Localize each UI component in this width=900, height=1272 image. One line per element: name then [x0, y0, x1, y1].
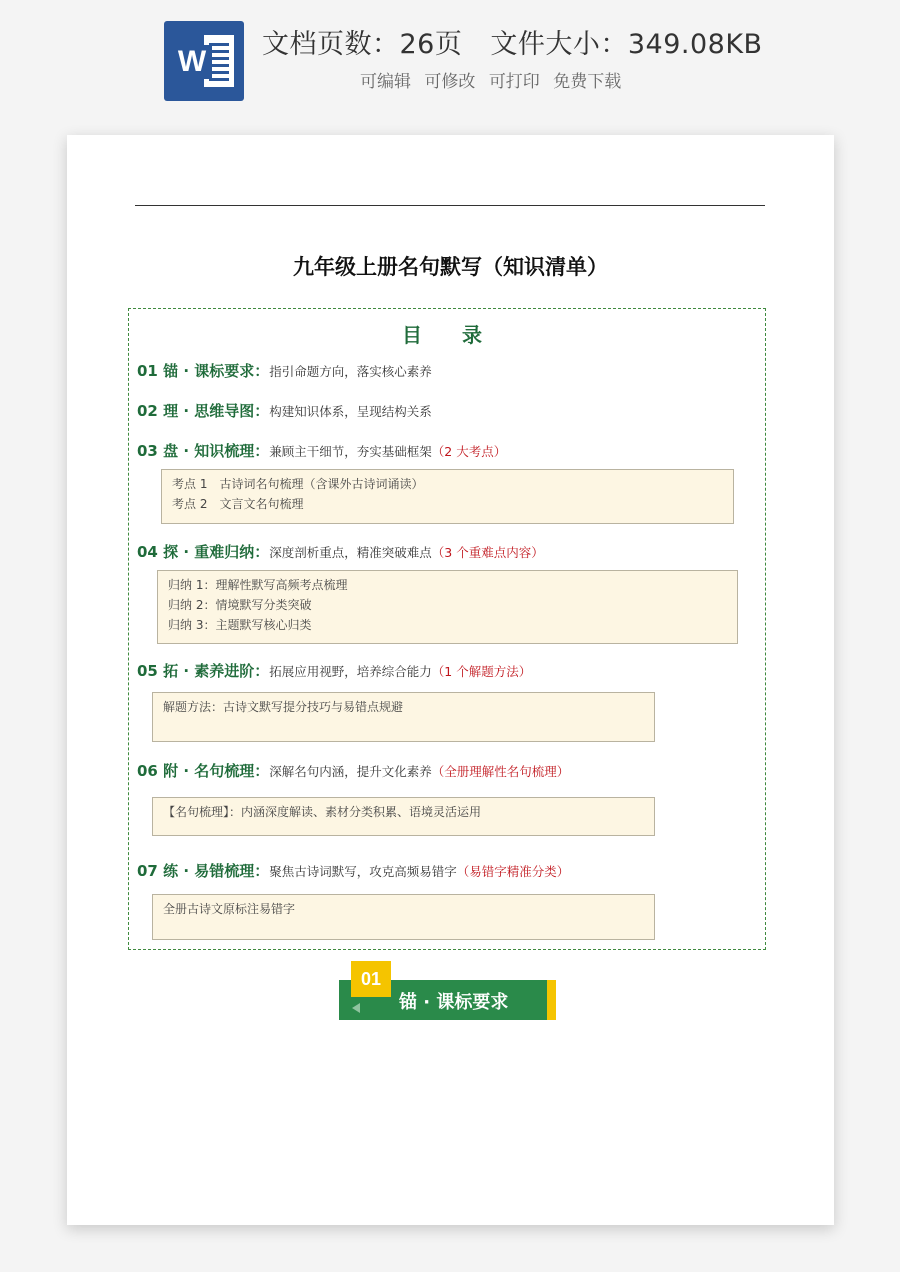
toc-section-06 — [137, 760, 569, 781]
section-desc: 指引命题方向，落实核心素养 — [269, 364, 432, 379]
box-line: 【名句梳理】：内涵深度解读、素材分类积累、语境灵活运用 — [163, 805, 482, 819]
section-label: 02 理 · 思维导图： — [137, 402, 270, 420]
section-highlight: （易错字精准分类） — [456, 864, 570, 879]
section-label: 03 盘 · 知识梳理： — [137, 442, 270, 460]
section-03-box — [161, 469, 734, 524]
banner-number: 01 — [351, 961, 391, 997]
section-04-box — [157, 570, 738, 644]
section-highlight: （全册理解性名句梳理） — [431, 764, 570, 779]
banner-title: 锚 · 课标要求 — [399, 992, 509, 1013]
file-size: 文件大小：349.08KB — [490, 29, 763, 60]
toc-section-04 — [137, 541, 544, 562]
section-07-box — [152, 894, 655, 940]
section-desc: 深度剖析重点，精准突破难点 — [269, 545, 432, 560]
feature-modifiable: 可修改 — [424, 72, 476, 92]
toc-section-05 — [137, 660, 531, 681]
section-label: 04 探 · 重难归纳： — [137, 543, 270, 561]
section-desc: 构建知识体系，呈现结构关系 — [269, 404, 432, 419]
box-line: 归纳 2：情境默写分类突破 — [168, 598, 312, 612]
box-line: 考点 1 古诗词名句梳理（含课外古诗词诵读） — [172, 477, 424, 491]
section-highlight: （2 大考点） — [431, 444, 507, 459]
section-label: 07 练 · 易错梳理： — [137, 862, 270, 880]
page-count: 文档页数：26页 — [262, 29, 463, 60]
file-meta — [262, 22, 763, 61]
feature-editable: 可编辑 — [360, 72, 411, 92]
toc-box — [128, 308, 766, 950]
section-desc: 深解名句内涵，提升文化素养 — [269, 764, 432, 779]
toc-section-02 — [137, 400, 432, 421]
section-highlight: （1 个解题方法） — [431, 664, 532, 679]
toc-heading: 目 录 — [402, 323, 492, 347]
toc-section-03 — [137, 440, 506, 461]
feature-list — [360, 67, 629, 92]
section-label: 05 拓 · 素养进阶： — [137, 662, 270, 680]
box-line: 解题方法：古诗文默写提分技巧与易错点规避 — [163, 700, 404, 714]
toc-section-01 — [137, 360, 432, 381]
section-desc: 兼顾主干细节，夯实基础框架 — [269, 444, 432, 459]
section-label: 01 锚 · 课标要求： — [137, 362, 270, 380]
section-highlight: （3 个重难点内容） — [431, 545, 544, 560]
box-line: 全册古诗文原标注易错字 — [163, 902, 296, 916]
feature-free-download: 免费下载 — [553, 72, 622, 92]
section-06-box — [152, 797, 655, 836]
feature-printable: 可打印 — [488, 72, 540, 92]
box-line: 归纳 3：主题默写核心归类 — [168, 618, 312, 632]
document-page — [67, 135, 834, 1225]
section-desc: 聚焦古诗词默写，攻克高频易错字 — [269, 864, 457, 879]
section-desc: 拓展应用视野，培养综合能力 — [269, 664, 432, 679]
doc-title: 九年级上册名句默写（知识清单） — [293, 255, 608, 279]
box-line: 归纳 1：理解性默写高频考点梳理 — [168, 578, 348, 592]
header-rule — [135, 205, 765, 206]
toc-section-07 — [137, 860, 569, 881]
box-line: 考点 2 文言文名句梳理 — [172, 497, 304, 511]
section-05-box — [152, 692, 655, 742]
arrow-left-icon — [352, 1003, 360, 1013]
section-label: 06 附 · 名句梳理： — [137, 762, 270, 780]
word-doc-icon — [164, 21, 244, 101]
word-letter: W — [172, 45, 212, 79]
section-banner — [339, 969, 556, 1020]
